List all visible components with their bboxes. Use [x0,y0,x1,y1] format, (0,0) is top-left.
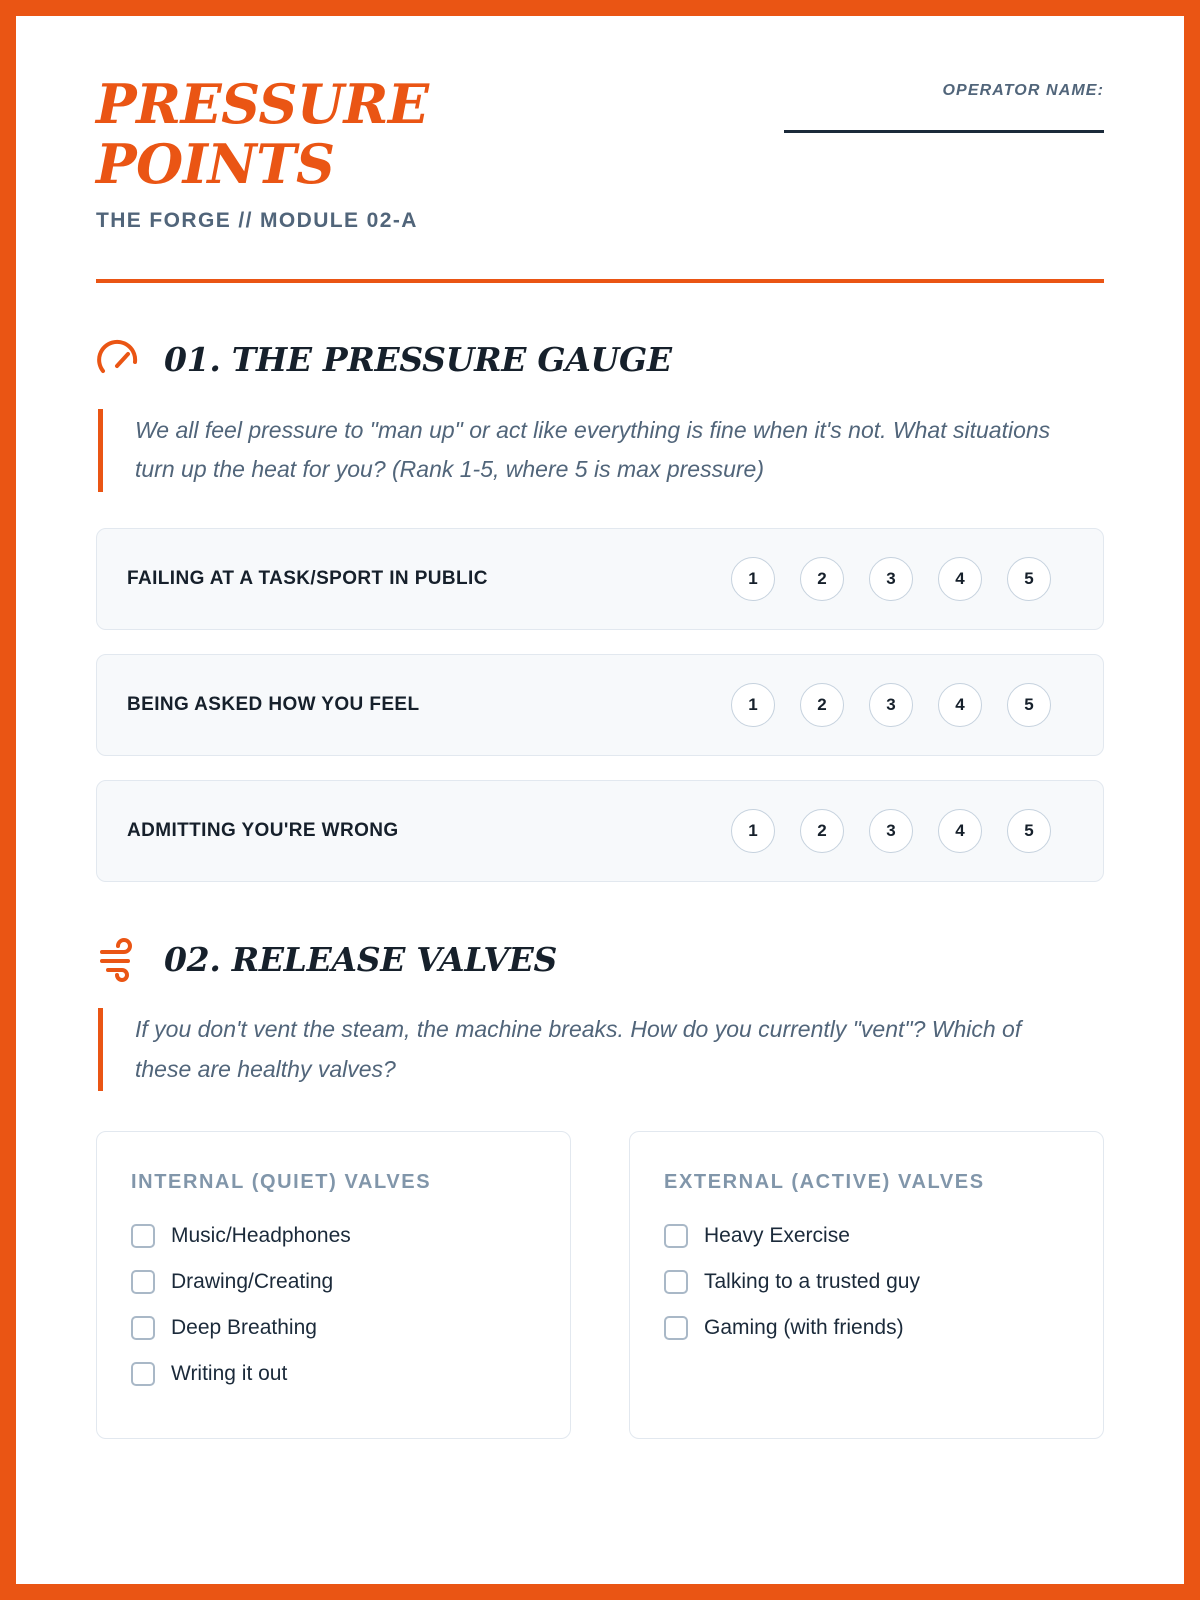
table-row [96,654,1104,756]
rank-option[interactable]: 5 [1007,683,1051,727]
checkbox-label: Music/Headphones [171,1224,351,1248]
rank-scale [731,683,1051,727]
section-prompt: If you don't vent the steam, the machine breaks. How do you currently "vent"? Which of these are healthy valves? [98,1008,1058,1091]
page-title: PRESSURE POINTS [96,72,429,197]
table-row [96,528,1104,630]
rank-item-label: FAILING AT A TASK/SPORT IN PUBLIC [127,568,488,590]
rank-item-label: BEING ASKED HOW YOU FEEL [127,694,420,716]
rank-option[interactable]: 2 [800,809,844,853]
rank-option[interactable]: 4 [938,557,982,601]
page-subtitle: THE FORGE // MODULE 02-A [96,208,418,232]
section-header [96,337,1104,383]
list-item[interactable] [664,1270,1069,1294]
checkbox-label: Heavy Exercise [704,1224,850,1248]
list-item[interactable] [131,1362,536,1386]
checkbox-icon[interactable] [664,1270,688,1294]
checkbox-icon[interactable] [664,1316,688,1340]
list-item[interactable] [664,1316,1069,1340]
table-row [96,780,1104,882]
operator-name-input[interactable] [784,130,1104,133]
section-header [96,936,1104,982]
rank-option[interactable]: 3 [869,809,913,853]
section-pressure-gauge [96,337,1104,882]
section-title: 02. RELEASE VALVES [164,939,558,979]
rank-option[interactable]: 1 [731,557,775,601]
rank-option[interactable]: 3 [869,683,913,727]
operator-field[interactable] [784,74,1104,133]
checkbox-label: Talking to a trusted guy [704,1270,920,1294]
wind-icon [96,936,142,982]
list-item[interactable] [131,1316,536,1340]
rank-option[interactable]: 2 [800,557,844,601]
section-release-valves [96,936,1104,1439]
rank-scale [731,809,1051,853]
gauge-icon [96,337,142,383]
checkbox-icon[interactable] [131,1224,155,1248]
section-title: 01. THE PRESSURE GAUGE [164,340,672,380]
operator-label: OPERATOR NAME: [942,82,1104,99]
valve-card-title: EXTERNAL (ACTIVE) VALVES [664,1171,985,1194]
rank-scale [731,557,1051,601]
checkbox-label: Deep Breathing [171,1316,317,1340]
checkbox-icon[interactable] [131,1270,155,1294]
rank-item-label: ADMITTING YOU'RE WRONG [127,820,399,842]
rank-list [96,528,1104,882]
valve-card-internal [96,1131,571,1439]
list-item[interactable] [131,1224,536,1248]
list-item[interactable] [131,1270,536,1294]
rank-option[interactable]: 1 [731,683,775,727]
document-header [96,74,1104,233]
valve-card-title: INTERNAL (QUIET) VALVES [131,1171,432,1194]
rank-option[interactable]: 3 [869,557,913,601]
checkbox-label: Gaming (with friends) [704,1316,904,1340]
rank-option[interactable]: 2 [800,683,844,727]
valve-card-external [629,1131,1104,1439]
list-item[interactable] [664,1224,1069,1248]
rank-option[interactable]: 4 [938,683,982,727]
section-prompt: We all feel pressure to "man up" or act like everything is fine when it's not. What situations turn up the heat for you? (Rank 1-5, where 5 is max pressure) [98,409,1058,492]
checkbox-icon[interactable] [131,1362,155,1386]
valve-columns [96,1131,1104,1439]
rank-option[interactable]: 5 [1007,809,1051,853]
checkbox-icon[interactable] [131,1316,155,1340]
rank-option[interactable]: 1 [731,809,775,853]
checkbox-icon[interactable] [664,1224,688,1248]
checkbox-label: Drawing/Creating [171,1270,334,1294]
header-divider [96,279,1104,283]
rank-option[interactable]: 4 [938,809,982,853]
rank-option[interactable]: 5 [1007,557,1051,601]
title-block [96,74,616,233]
checkbox-label: Writing it out [171,1362,288,1386]
